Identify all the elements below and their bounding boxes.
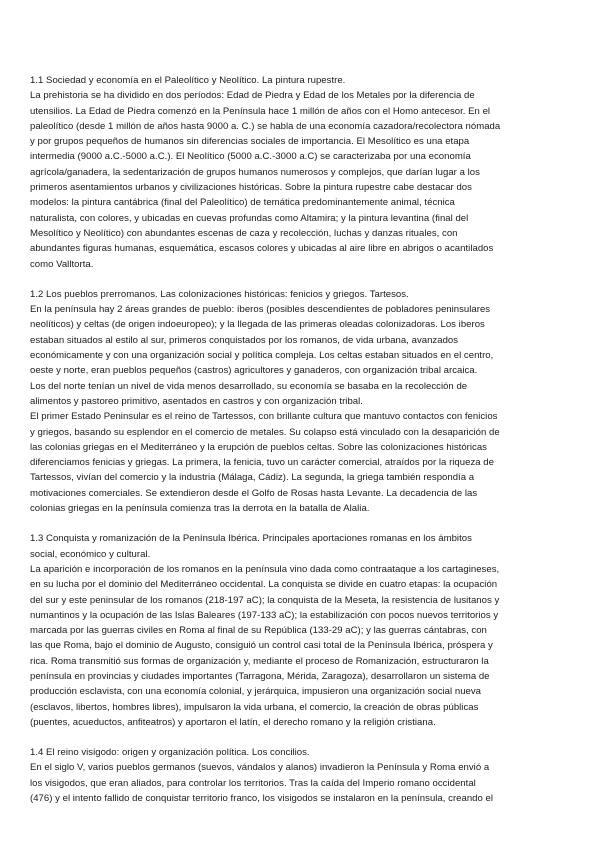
- paragraph-line: En el siglo V, varios pueblos germanos (suevos, vándalos y alanos) invadieron la Península y Roma envió a: [30, 762, 490, 774]
- paragraph-line: y por grupos pequeños de humanos sin diferencias sociales de importancia. El Mesolítico es una etapa: [30, 136, 470, 148]
- paragraph-line: en su lucha por el dominio del Mediterráneo occidental. La conquista se divide en cuatro etapas: la ocupación: [30, 579, 498, 591]
- paragraph-line: oeste y norte, eran pueblos pequeños (castros) agricultores y ganaderos, con organización tribal arcaica.: [30, 365, 478, 377]
- paragraph-line: (476) y el intento fallido de conquistar territorio franco, los visigodos se instalaron en la península, creando el: [30, 793, 494, 805]
- paragraph-line: los visigodos, que eran aliados, para controlar los territorios. Tras la caída del Imperio romano occidental: [30, 777, 476, 789]
- section-romanizacion: [30, 531, 578, 730]
- paragraph-line: neolíticos) y celtas (de origen indoeuropeo); y la llegada de las primeras oleadas colonizadoras. Los iberos: [30, 319, 485, 331]
- paragraph-line: La prehistoria se ha dividido en dos períodos: Edad de Piedra y Edad de los Metales por la diferencia de: [30, 90, 475, 102]
- section-pueblos-prerromanos: [30, 287, 578, 516]
- paragraph-line: Los del norte tenían un nivel de vida menos desarrollado, su economía se basaba en la recolección de: [30, 380, 468, 392]
- paragraph-line: (puentes, acueductos, anfiteatros) y aportaron el latín, el derecho romano y la religión cristiana.: [30, 716, 436, 728]
- paragraph-line: modelos: la pintura cantábrica (final del Paleolítico) de temática predominantemente animal, técnica: [30, 197, 455, 209]
- section-heading-line: 1.2 Los pueblos prerromanos. Las colonizaciones históricas: fenicios y griegos. Tartesos.: [30, 288, 409, 300]
- paragraph-line: El primer Estado Peninsular es el reino de Tartessos, con brillante cultura que mantuvo contactos con fenicios: [30, 411, 498, 423]
- paragraph-line: como Valltorta.: [30, 258, 94, 270]
- paragraph-line: alimentos y pastoreo primitivo, asentados en castros y con organización tribal.: [30, 395, 363, 407]
- paragraph-line: intermedia (9000 a.C.-5000 a.C.). El Neolítico (5000 a.C.-3000 a.C) se caracterizaba por una economía: [30, 151, 471, 163]
- paragraph-line: utensilios. La Edad de Piedra comenzó en la Península hace 1 millón de años con el Homo antecesor. En el: [30, 105, 491, 117]
- paragraph-line: del sur y este peninsular de los romanos (218-197 aC); la conquista de la Meseta, la resistencia de lusitanos y: [30, 594, 500, 606]
- paragraph-line: Mesolítico y Neolítico) con abundantes escenas de caza y recolección, luchas y danzas rituales, con: [30, 227, 458, 239]
- paragraph-line: península en provincias y ciudades importantes (Tarragona, Mérida, Zaragoza), desarrollaron un sistema de: [30, 670, 490, 682]
- paragraph-line: las colonias griegas en el Mediterráneo y la erupción de pueblos celtas. Sobre las colonizaciones históricas: [30, 441, 487, 453]
- paragraph-line: marcada por las guerras civiles en Roma al final de su República (133-29 aC); y las guerras cántabras, con: [30, 625, 487, 637]
- section-paleolitico-neolitico: [30, 73, 578, 272]
- paragraph-line: social, económico y cultural.: [30, 548, 151, 560]
- paragraph-line: y griegos, basando su esplendor en el comercio de metales. Su colapso está vinculado con la desaparición de: [30, 426, 500, 438]
- paragraph-line: (esclavos, libertos, hombres libres), impulsaron la vida urbana, el comercio, la creación de obras públicas: [30, 701, 479, 713]
- paragraph-line: rica. Roma transmitió sus formas de organización y, mediante el proceso de Romanización, estructuraron la: [30, 655, 489, 667]
- section-heading-line: 1.1 Sociedad y economía en el Paleolítico y Neolítico. La pintura rupestre.: [30, 75, 346, 86]
- paragraph-line: económicamente y con una organización social y política compleja. Los celtas estaban situados en el centro,: [30, 350, 494, 362]
- paragraph-line: paleolítico (desde 1 millón de años hasta 9000 a. C.) se habla de una economía cazadora/recolectora nómada: [30, 120, 501, 132]
- paragraph-line: las que Roma, bajo el dominio de Augusto, consiguió un control casi total de la Península Ibérica, próspera y: [30, 640, 493, 652]
- paragraph-line: estaban situados al estilo al sur, primeros conquistados por los romanos, de vida urbana, avanzados: [30, 334, 459, 346]
- section-reino-visigodo: [30, 745, 578, 806]
- paragraph-line: producción esclavista, con una economía colonial, y jerárquica, impusieron una organización social nueva: [30, 686, 482, 698]
- paragraph-line: numantinos y la ocupación de las Islas Baleares (197-133 aC); la estabilización con pocos nuevos territorios y: [30, 609, 499, 621]
- paragraph-line: diferenciamos fenicias y griegas. La primera, la fenicia, tuvo un carácter comercial, atraídos por la riqueza de: [30, 457, 494, 469]
- paragraph-line: abundantes figuras humanas, esquemática, escasos colores y ubicadas al aire libre en abrigos o acantilados: [30, 243, 494, 255]
- paragraph-line: naturalista, con colores, y ubicadas en cuevas profundas como Altamira; y la pintura levantina (final del: [30, 212, 469, 224]
- section-heading-line: 1.4 El reino visigodo: origen y organización política. Los concilios.: [30, 747, 310, 759]
- paragraph-line: Tartessos, vivían del comercio y la industria (Málaga, Cádiz). La segunda, la griega también respondía a: [30, 472, 475, 484]
- paragraph-line: primeros asentamientos urbanos y civilizaciones históricas. Sobre la pintura rupestre cabe destacar dos: [30, 182, 472, 194]
- section-heading-line: 1.3 Conquista y romanización de la Península Ibérica. Principales aportaciones romanas en los ámbitos: [30, 533, 472, 545]
- paragraph-line: agrícola/ganadera, la sedentarización de grupos humanos numerosos y complejos, que darían lugar a los: [30, 166, 480, 178]
- paragraph-line: motivaciones comerciales. Se extendieron desde el Golfo de Rosas hasta Levante. La decadencia de las: [30, 487, 478, 499]
- document-page: [30, 73, 578, 821]
- paragraph-line: La aparición e incorporación de los romanos en la península vino dada como contraataque a los cartagineses,: [30, 563, 500, 575]
- paragraph-line: En la península hay 2 áreas grandes de pueblo: íberos (posibles descendientes de pobladores peninsulares: [30, 304, 491, 316]
- paragraph-line: colonias griegas en la península comienza tras la derrota en la batalla de Alalia.: [30, 503, 370, 515]
